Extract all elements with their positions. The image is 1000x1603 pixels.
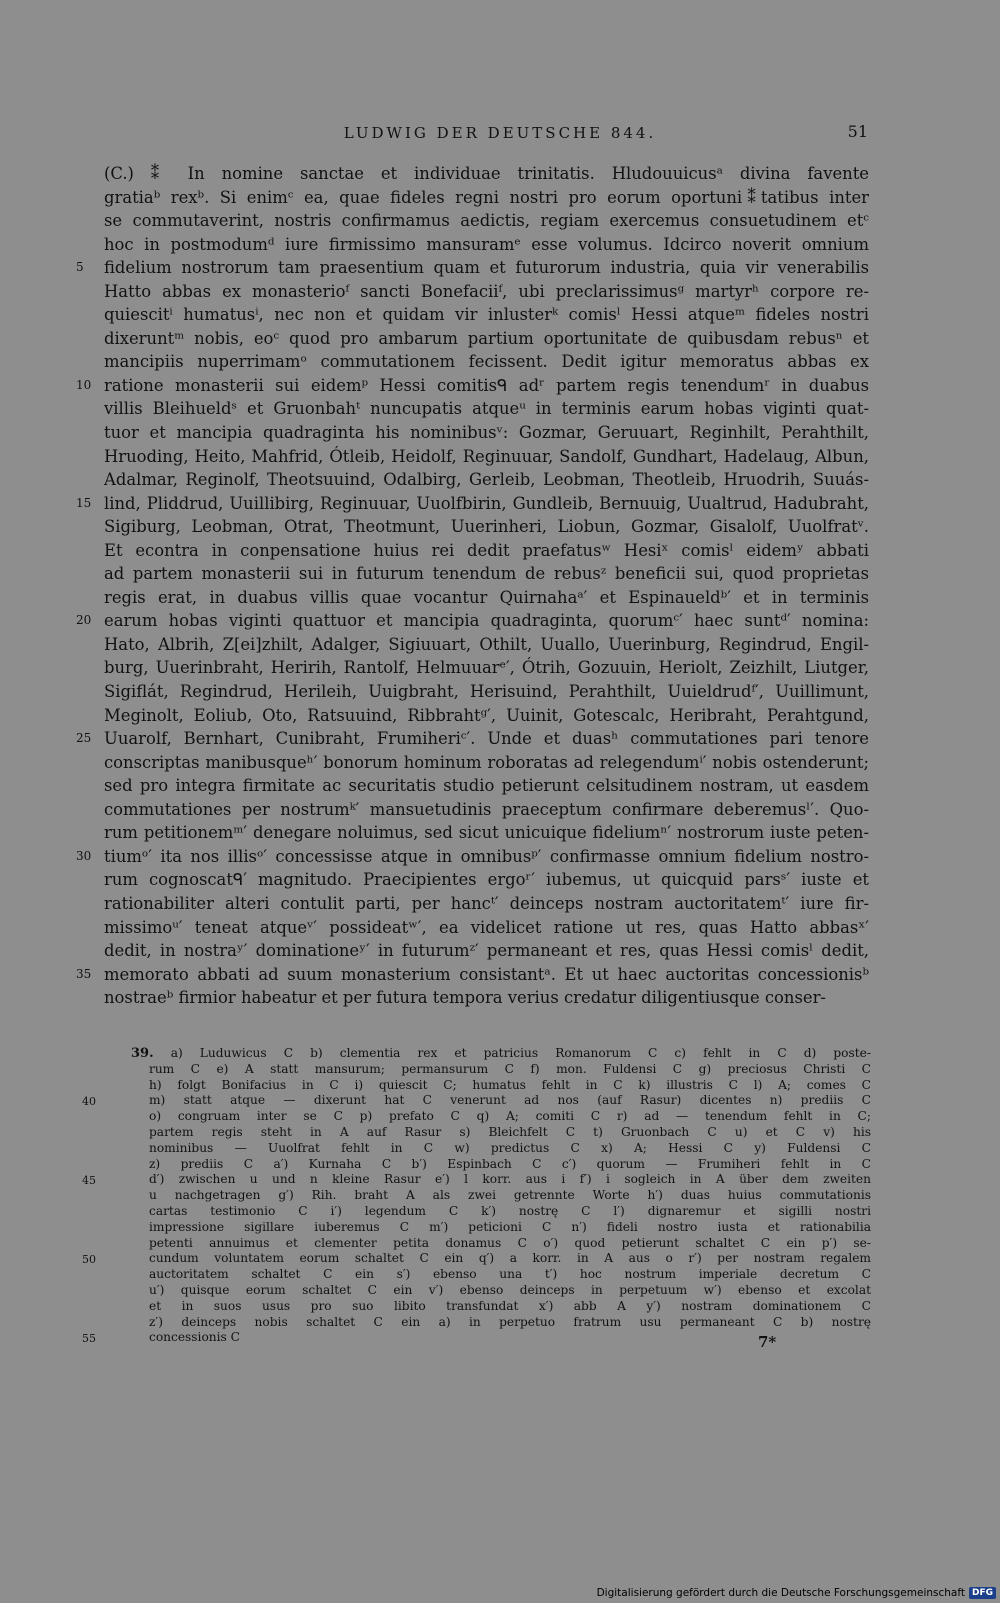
text-line: rum cognoscatᑫ′ magnitudo. Praecipientes ergoʳ′ iubemus, ut quicquid parsˢ′ iuste et [104, 870, 869, 890]
credit-text: Digitalisierung gefördert durch die Deutsche Forschungsgemeinschaft [596, 1587, 965, 1599]
footnote-line: auctoritatem schaltet C ein s′) ebenso una t′) hoc nostrum imperiale decretum C [149, 1267, 871, 1282]
text-line: sed pro integra firmitate ac securitatis studio petierunt celsitudinem nostram, ut easdem [104, 776, 869, 796]
digitization-credit [597, 1583, 1000, 1603]
text-line: quiescitⁱ humatusⁱ, nec non et quidam vir inlusterᵏ comisˡ Hessi atqueᵐ fideles nostri [104, 305, 869, 325]
text-line: se commutaverint, nostris confirmamus aedictis, regiam exercemus consuetudinem etᶜ [104, 211, 869, 231]
text-line: ad partem monasterii sui in futurum tenendum de rebusᶻ beneficii sui, quod proprietas [104, 564, 869, 584]
text-line: Et econtra in conpensatione huius rei dedit praefatusʷ Hesiˣ comisˡ eidemʸ abbati [104, 540, 869, 560]
footnote-line: u′) quisque eorum schaltet C ein v′) ebenso deinceps in perpetuum w′) ebenso et excolat [149, 1282, 871, 1297]
footnote-line-number: 40 [82, 1095, 96, 1109]
footnote-line: cundum voluntatem eorum schaltet C ein q′) a korr. in A aus o r′) per nostram regalem [149, 1251, 871, 1266]
text-line: burg, Uuerinbraht, Heririh, Rantolf, Helmuuarᵉ′, Ótrih, Gozuuin, Heriolt, Zeizhilt, Liutger, [104, 658, 869, 678]
text-line: ratione monasterii sui eidemᵖ Hessi comitisᑫ adʳ partem regis tenendumʳ in duabus [104, 375, 869, 395]
line-number: 30 [76, 848, 92, 863]
footnote-line: o) congruam inter se C p) prefato C q) A; comiti C r) ad — tenendum fehlt in C; [149, 1109, 871, 1124]
sheet-signature: 7* [758, 1333, 777, 1351]
line-number: 10 [76, 377, 92, 392]
text-line: hoc in postmodumᵈ iure firmissimo mansuramᵉ esse volumus. Idcirco noverit omnium [104, 234, 869, 254]
text-line: conscriptas manibusqueʰ′ bonorum hominum roboratas ad relegendumⁱ′ nobis ostenderunt; [104, 752, 869, 772]
text-line: Meginolt, Eoliub, Oto, Ratsuuind, Ribbrahtᵍ′, Uuinit, Gotescalc, Heribraht, Perahtgund, [104, 705, 869, 725]
footnote-line: petenti annuimus et clementer petita donamus C o′) quod petierunt schaltet C ein p′) se- [149, 1235, 871, 1250]
text-line: (C.) ⁑ In nomine sanctae et individuae trinitatis. Hludouuicusᵃ divina favente [104, 164, 869, 183]
footnote-text: a) Luduwicus C b) clementia rex et patricius Romanorum C c) fehlt in C d) poste- [170, 1046, 871, 1060]
footnote-line: d′) zwischen u und n kleine Rasur e′) l korr. aus i f′) i sogleich in A über dem zweiten [149, 1172, 871, 1187]
text-line: Hatto abbas ex monasterioᶠ sancti Bonefaciiᶠ, ubi preclarissimusᵍ martyrʰ corpore re- [104, 281, 869, 301]
line-number: 5 [76, 260, 84, 275]
text-line: memorato abbati ad suum monasterium consistantᵃ. Et ut haec auctoritas concessionisᵇ [104, 964, 869, 984]
footnote-line-number: 50 [82, 1253, 96, 1267]
footnote-line: concessionis C [149, 1330, 240, 1345]
footnote-line-number: 45 [82, 1174, 96, 1188]
text-line: dixeruntᵐ nobis, eoᶜ quod pro ambarum partium oportunitate de quibusdam rebusⁿ et [104, 328, 869, 348]
line-number: 20 [76, 613, 92, 628]
footnote-line: rum C e) A statt mansurum; permansurum C f) mon. Fuldensi C g) preciosus Christi C [149, 1061, 871, 1076]
text-line: commutationes per nostrumᵏ′ mansuetudinis praeceptum confirmare deberemusˡ′. Quo- [104, 799, 869, 819]
charter-text [104, 162, 869, 1010]
text-line: Uuarolf, Bernhart, Cunibraht, Frumiheriᶜ′. Unde et duasʰ commutationes pari tenore [104, 729, 869, 749]
text-line: Sigiflát, Regindrud, Herileih, Uuigbraht, Herisuind, Perahthilt, Uuieldrudᶠ′, Uuillimunt, [104, 682, 869, 702]
footnote-line: z′) deinceps nobis schaltet C ein a) in perpetuo fratrum usu permaneant C b) nostrę [149, 1314, 871, 1329]
footnote-line-number: 55 [82, 1332, 96, 1346]
footnote-line: impressione sigillare iuberemus C m′) peticioni C n′) fideli nostro iusta et rationabilia [149, 1219, 871, 1234]
dfg-logo: DFG [969, 1587, 996, 1599]
text-line: dedit, in nostraʸ′ dominationeʸ′ in futurumᶻ′ permaneant et res, quas Hessi comisˡ dedit, [104, 941, 869, 961]
text-line: nostraeᵇ firmior habeatur et per futura tempora verius credatur diligentiusque conser- [104, 988, 826, 1008]
text-line: mancipiis nuperrimamᵒ commutationem fecissent. Dedit igitur memoratus abbas ex [104, 352, 869, 372]
text-line: Sigiburg, Leobman, Otrat, Theotmunt, Uuerinheri, Liobun, Gozmar, Gisalolf, Uuolfratᵛ. [104, 517, 869, 537]
text-line: Hruoding, Heito, Mahfrid, Ótleib, Heidolf, Reginuuar, Sandolf, Gundhart, Hadelaug, Albun, [104, 446, 869, 466]
text-line: tuor et mancipia quadraginta his nominibusᵛ: Gozmar, Geruuart, Reginhilt, Perahthilt, [104, 423, 869, 443]
line-number: 15 [76, 495, 92, 510]
text-line: missimoᵘ′ teneat atqueᵛ′ possideatʷ′, ea videlicet ratione ut res, quas Hatto abbasˣ′ [104, 917, 869, 937]
critical-apparatus [131, 1046, 871, 1346]
text-line: Hato, Albrih, Z[ei]zhilt, Adalger, Sigiuuart, Othilt, Uuallo, Uuerinburg, Regindrud, Engil- [104, 634, 869, 654]
running-head: LUDWIG DER DEUTSCHE 844. [343, 124, 657, 142]
footnote-number: 39. [131, 1046, 154, 1061]
text-line: regis erat, in duabus villis quae vocantur Quirnahaᵃ′ et Espinaueldᵇ′ et in terminis [104, 587, 869, 607]
footnote-line: nominibus — Uuolfrat fehlt in C w) predictus C x) A; Hessi C y) Fuldensi C [149, 1140, 871, 1155]
footnote-line: et in suos usus pro suo libito transfundat x′) abb A y′) nostram dominationem C [149, 1298, 871, 1313]
text-line: rationabiliter alteri contulit parti, per hancᵗ′ deinceps nostram auctoritatemᵗ′ iure fir- [104, 893, 869, 913]
text-line: villis Bleihueldˢ et Gruonbahᵗ nuncupatis atqueᵘ in terminis earum hobas viginti quat- [104, 399, 869, 419]
footnote-line: z) prediis C a′) Kurnaha C b′) Espinbach C c′) quorum — Frumiheri fehlt in C [149, 1156, 871, 1171]
text-line: tiumᵒ′ ita nos illisᵒ′ concessisse atque in omnibusᵖ′ confirmasse omnium fidelium nostro- [104, 846, 869, 866]
footnote-line: cartas testimonio C i′) legendum C k′) nostrę C l′) dignaremur et sigilli nostri [149, 1203, 871, 1218]
line-number: 35 [76, 966, 92, 981]
text-line: rum petitionemᵐ′ denegare noluimus, sed sicut unicuique fideliumⁿ′ nostrorum iuste peten- [104, 823, 869, 843]
text-line: earum hobas viginti quattuor et mancipia quadraginta, quorumᶜ′ haec suntᵈ′ nomina: [104, 611, 869, 631]
text-line: fidelium nostrorum tam praesentium quam et futurorum industria, quia vir venerabilis [104, 258, 869, 278]
text-line: gratiaᵇ rexᵇ. Si enimᶜ ea, quae fideles regni nostri pro eorum oportuni⁑tatibus inter [104, 187, 869, 207]
page-number: 51 [847, 122, 868, 141]
footnote-line [131, 1046, 871, 1062]
footnote-line: partem regis steht in A auf Rasur s) Bleichfelt C t) Gruonbach C u) et C v) his [149, 1124, 871, 1139]
footnote-line: h) folgt Bonifacius in C i) quiescit C; humatus fehlt in C k) illustris C l) A; comes C [149, 1077, 871, 1092]
text-line: Adalmar, Reginolf, Theotsuuind, Odalbirg, Gerleib, Leobman, Theotleib, Hruodrih, Suuás- [104, 470, 869, 490]
line-number: 25 [76, 731, 92, 746]
text-line: lind, Pliddrud, Uuillibirg, Reginuuar, Uuolfbirin, Gundleib, Bernuuig, Uualtrud, Hadubraht, [104, 493, 869, 513]
footnote-line: u nachgetragen g′) Rih. braht A als zwei getrennte Worte h′) duas huius commutationis [149, 1188, 871, 1203]
footnote-line: m) statt atque — dixerunt hat C venerunt ad nos (auf Rasur) dicentes n) prediis C [149, 1093, 871, 1108]
